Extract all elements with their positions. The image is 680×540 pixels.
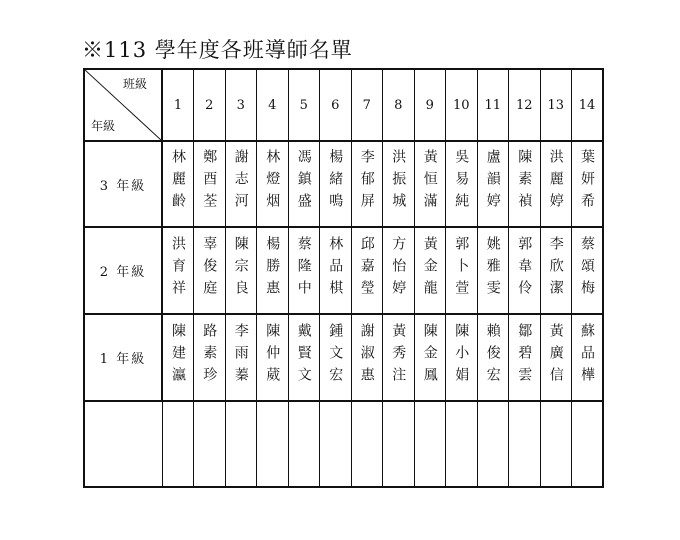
- teacher-name: 黃廣信: [547, 322, 564, 389]
- teacher-name: 楊緒鳴: [327, 149, 344, 215]
- class-number-1: 1: [162, 69, 194, 141]
- teacher-name: 邱嘉瑩: [358, 235, 375, 302]
- teacher-name: 路素珍: [201, 322, 218, 389]
- teacher-cell: [225, 314, 257, 401]
- teacher-cell: [477, 401, 509, 487]
- grade-label: 3 年級: [84, 141, 162, 227]
- class-number-7: 7: [351, 69, 383, 141]
- grade-row-3: [84, 141, 603, 227]
- teacher-cell: [257, 314, 289, 401]
- teacher-name: 陳小娟: [453, 322, 470, 389]
- teacher-cell: [351, 227, 383, 314]
- teacher-cell: [320, 141, 352, 227]
- teacher-cell: [288, 314, 320, 401]
- teacher-cell: [194, 227, 226, 314]
- teacher-cell: [320, 401, 352, 487]
- teacher-cell: [572, 401, 604, 487]
- teacher-name: 謝淑惠: [358, 322, 375, 389]
- grade-row-1: [84, 314, 603, 401]
- teacher-cell: [288, 227, 320, 314]
- teacher-cell: [446, 314, 478, 401]
- teacher-name: 黃金龍: [421, 235, 438, 302]
- teacher-cell: [509, 314, 541, 401]
- teacher-cell: [162, 314, 194, 401]
- class-number-2: 2: [194, 69, 226, 141]
- teacher-name: 郭卜萱: [453, 235, 470, 302]
- teacher-cell: [477, 314, 509, 401]
- teacher-cell: [383, 141, 415, 227]
- teacher-name: 蔡隆中: [295, 235, 312, 302]
- teacher-name: 洪育祥: [170, 235, 186, 302]
- class-number-10: 10: [446, 69, 478, 141]
- teacher-cell: [351, 314, 383, 401]
- teacher-cell: [572, 141, 604, 227]
- class-axis-label: 班級: [122, 77, 147, 91]
- teacher-cell: [225, 401, 257, 487]
- teacher-name: 馮鎮盛: [295, 149, 312, 215]
- teacher-cell: [414, 141, 446, 227]
- teacher-name: 林品棋: [327, 235, 344, 302]
- teacher-name: 陳素禎: [516, 149, 533, 215]
- class-number-12: 12: [509, 69, 541, 141]
- class-number-4: 4: [257, 69, 289, 141]
- teacher-cell: [288, 141, 320, 227]
- teacher-cell: [446, 401, 478, 487]
- teacher-cell: [540, 141, 572, 227]
- teacher-cell: [572, 314, 604, 401]
- class-number-3: 3: [225, 69, 257, 141]
- teacher-cell: [225, 227, 257, 314]
- teacher-name: 姚雅雯: [484, 235, 501, 302]
- teacher-name: 陳仲葳: [264, 322, 281, 389]
- teacher-name: 楊勝惠: [264, 235, 281, 302]
- class-number-6: 6: [320, 69, 352, 141]
- teacher-name: 鄒碧雲: [516, 322, 533, 389]
- teacher-cell: [540, 401, 572, 487]
- teacher-name: 黃恒滿: [421, 149, 438, 215]
- teacher-cell: [288, 401, 320, 487]
- teacher-name: 盧韻婷: [484, 149, 501, 215]
- teacher-cell: [540, 314, 572, 401]
- teacher-cell: [225, 141, 257, 227]
- teacher-name: 洪振城: [390, 149, 407, 215]
- teacher-name: 洪麗婷: [547, 149, 564, 215]
- teacher-cell: [414, 401, 446, 487]
- teacher-cell: [446, 141, 478, 227]
- corner-cell: [84, 69, 162, 141]
- teacher-cell: [509, 227, 541, 314]
- teacher-cell: [477, 141, 509, 227]
- teacher-name: 李郁屏: [358, 149, 375, 215]
- grade-label: 1 年級: [84, 314, 162, 401]
- teacher-name: 鍾文宏: [327, 322, 344, 389]
- teacher-name: 謝志河: [232, 149, 249, 215]
- teacher-cell: [194, 141, 226, 227]
- teacher-cell: [257, 401, 289, 487]
- teacher-cell: [509, 141, 541, 227]
- teacher-cell: [320, 227, 352, 314]
- teacher-cell: [414, 227, 446, 314]
- class-number-14: 14: [572, 69, 604, 141]
- teacher-cell: [162, 141, 194, 227]
- class-number-8: 8: [383, 69, 415, 141]
- grade-label: [84, 401, 162, 487]
- teacher-cell: [351, 401, 383, 487]
- teacher-cell: [383, 227, 415, 314]
- class-number-5: 5: [288, 69, 320, 141]
- teacher-cell: [540, 227, 572, 314]
- class-number-11: 11: [477, 69, 509, 141]
- teacher-name: 鄭酉荃: [201, 149, 218, 215]
- teacher-name: 林麗齡: [170, 149, 186, 215]
- header-row: [84, 69, 603, 141]
- teacher-cell: [351, 141, 383, 227]
- blank-row: [84, 401, 603, 487]
- teacher-cell: [509, 401, 541, 487]
- grade-row-2: [84, 227, 603, 314]
- teacher-name: 林燈烟: [264, 149, 281, 215]
- page-title: ※113 學年度各班導師名單: [82, 38, 353, 62]
- teacher-cell: [383, 314, 415, 401]
- class-number-13: 13: [540, 69, 572, 141]
- teacher-cell: [446, 227, 478, 314]
- teacher-cell: [194, 401, 226, 487]
- teacher-cell: [383, 401, 415, 487]
- teacher-name: 陳宗良: [232, 235, 249, 302]
- teacher-name: 葉妍希: [579, 149, 595, 215]
- teacher-name: 李雨蓁: [232, 322, 249, 389]
- grade-axis-label: 年級: [91, 119, 116, 133]
- teacher-cell: [572, 227, 604, 314]
- teacher-name: 李欣潔: [547, 235, 564, 302]
- teacher-name: 戴賢文: [295, 322, 312, 389]
- teacher-name: 黃秀注: [390, 322, 407, 389]
- teacher-name: 蔡頌梅: [579, 235, 595, 302]
- teacher-cell: [320, 314, 352, 401]
- teacher-cell: [162, 227, 194, 314]
- teacher-cell: [194, 314, 226, 401]
- teacher-name: 陳建瀛: [170, 322, 186, 389]
- teacher-name: 賴俊宏: [484, 322, 501, 389]
- teacher-cell: [162, 401, 194, 487]
- teacher-cell: [477, 227, 509, 314]
- teacher-name: 蘇品樺: [579, 322, 595, 389]
- teacher-name: 郭韋伶: [516, 235, 533, 302]
- teacher-name: 辜俊庭: [201, 235, 218, 302]
- teacher-name: 吳易純: [453, 149, 470, 215]
- teacher-cell: [257, 141, 289, 227]
- homeroom-teacher-table: [83, 68, 604, 488]
- class-number-9: 9: [414, 69, 446, 141]
- teacher-name: 方怡婷: [390, 235, 407, 302]
- teacher-name: 陳金鳳: [421, 322, 438, 389]
- grade-label: 2 年級: [84, 227, 162, 314]
- teacher-cell: [257, 227, 289, 314]
- teacher-cell: [414, 314, 446, 401]
